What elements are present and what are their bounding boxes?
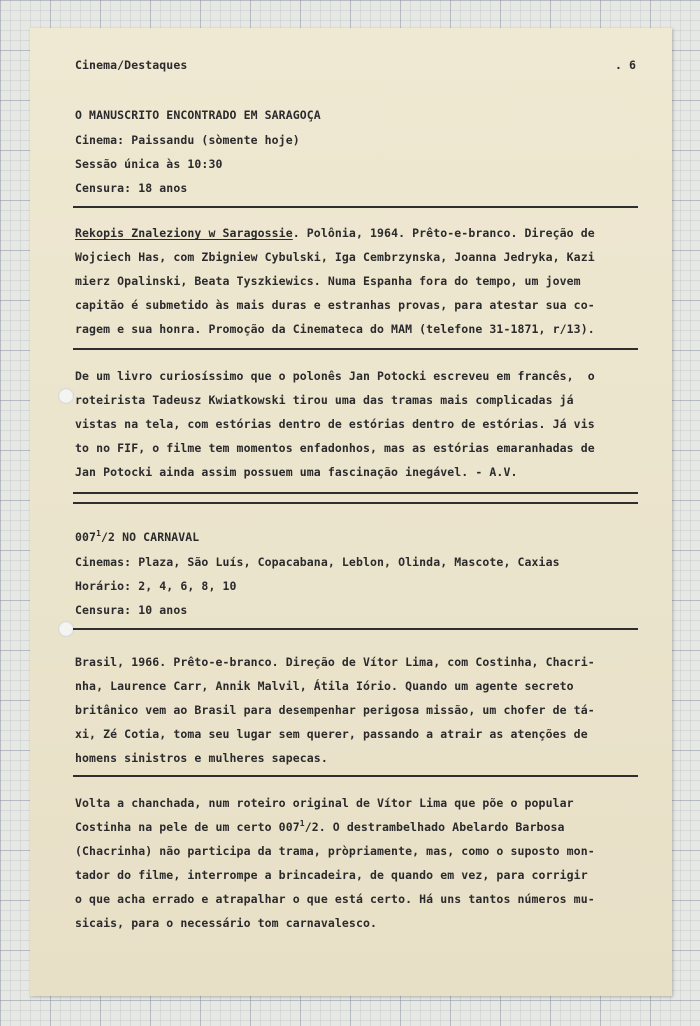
review-line: roteirista Tadeusz Kwiatkowski tirou uma das tramas mais complicadas já <box>75 393 574 407</box>
film-info-times: Horário: 2, 4, 6, 8, 10 <box>75 579 237 593</box>
synopsis-line: britânico vem ao Brasil para desempenhar perigosa missão, um chofer de tá- <box>75 703 595 717</box>
synopsis-line: Wojciech Has, com Zbigniew Cybulski, Iga Cembrzynska, Joanna Jedryka, Kazi <box>75 250 595 264</box>
synopsis-line: Brasil, 1966. Prêto-e-branco. Direção de Vítor Lima, com Costinha, Chacri- <box>75 655 595 669</box>
review-line: vistas na tela, com estórias dentro de estórias dentro de estórias. Já vis <box>75 417 595 431</box>
divider <box>73 502 638 504</box>
divider <box>73 628 638 630</box>
film-info-cinemas: Cinemas: Plaza, São Luís, Copacabana, Leblon, Olinda, Mascote, Caxias <box>75 555 560 569</box>
synopsis-line-1: Rekopis Znaleziony w Saragossie. Polônia, 1964. Prêto-e-branco. Direção de <box>75 226 595 240</box>
review-line: (Chacrinha) não participa da trama, pròpriamente, mas, como o suposto mon- <box>75 844 595 858</box>
review-line: Costinha na pele de um certo $007^1/2$. O destrambelhado Abelardo Barbosa <box>75 819 565 834</box>
synopsis-line: ragem e sua honra. Promoção da Cinemateca do MAM (telefone 31-1871, r/13). <box>75 322 595 336</box>
review-line: Jan Potocki ainda assim possuem uma fascinação inegável. - A.V. <box>75 465 518 479</box>
film-info-session: Sessão única às 10:30 <box>75 157 223 171</box>
divider <box>73 775 638 777</box>
synopsis-line: xi, Zé Cotia, toma seu lugar sem querer, passando a atrair as atenções de <box>75 727 588 741</box>
binder-hole <box>58 621 74 637</box>
film-info-cinema: Cinema: Paissandu (sòmente hoje) <box>75 133 300 147</box>
review-line: Volta a chanchada, num roteiro original de Vítor Lima que põe o popular <box>75 796 574 810</box>
film-info-rating: Censura: 18 anos <box>75 181 188 195</box>
divider <box>73 206 638 208</box>
synopsis-line: mierz Opalinski, Beata Tyszkiewics. Numa Espanha fora do tempo, um jovem <box>75 274 581 288</box>
film-info-rating: Censura: 10 anos <box>75 603 188 617</box>
film-title: O MANUSCRITO ENCONTRADO EM SARAGOÇA <box>75 108 321 122</box>
synopsis-line: nha, Laurence Carr, Annik Malvil, Átila Iório. Quando um agente secreto <box>75 679 574 693</box>
review-line: De um livro curiosíssimo que o polonês Jan Potocki escreveu em francês, o <box>75 369 595 383</box>
review-line: tador do filme, interrompe a brincadeira, de quando em vez, para corrigir <box>75 868 588 882</box>
divider <box>73 492 638 494</box>
review-line: sicais, para o necessário tom carnavalesco. <box>75 916 378 930</box>
divider <box>73 348 638 350</box>
binder-hole <box>58 388 74 404</box>
synopsis-line: capitão é submetido às mais duras e estranhas provas, para atestar sua co- <box>75 298 595 312</box>
review-line: o que acha errado e atrapalhar o que está certo. Há uns tantos números mu- <box>75 892 595 906</box>
page-number: . 6 <box>615 58 637 72</box>
film-title: $007^1/2$ NO CARNAVAL <box>75 529 200 544</box>
synopsis-line: homens sinistros e mulheres sapecas. <box>75 751 328 765</box>
original-title: Rekopis Znaleziony w Saragossie <box>75 226 293 240</box>
review-line: to no FIF, o filme tem momentos enfadonhos, mas as estórias emaranhadas de <box>75 441 595 455</box>
section-header: Cinema/Destaques <box>75 58 188 72</box>
